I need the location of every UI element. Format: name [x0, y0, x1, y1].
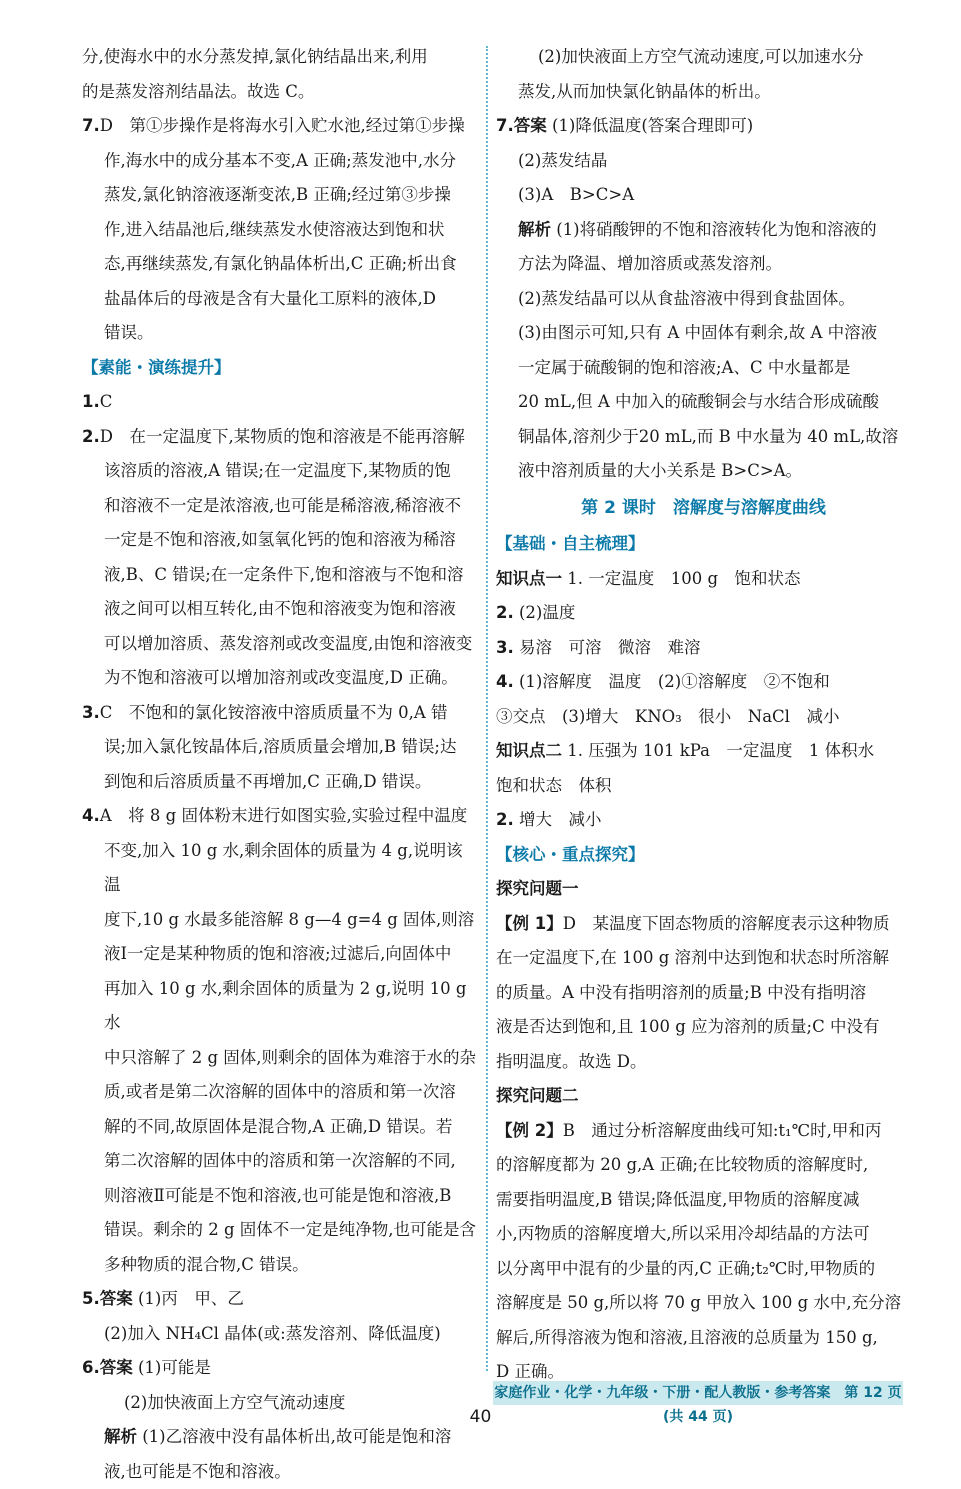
text-line — [496, 75, 911, 110]
line-text: 铜晶体,溶剂少于20 mL,而 B 中水量为 40 mL,故溶 — [518, 427, 898, 446]
text-line — [82, 1041, 477, 1076]
line-text: (1)溶解度 温度 (2)①溶解度 ②不饱和 — [514, 672, 830, 691]
text-line — [82, 213, 477, 248]
left-column — [82, 40, 477, 1489]
text-line — [496, 803, 911, 838]
line-text: (2)加入 NH₄Cl 晶体(或:蒸发溶剂、降低温度) — [104, 1324, 441, 1343]
line-text: 错误。 — [104, 323, 154, 342]
line-text: (2)蒸发结晶可以从食盐溶液中得到食盐固体。 — [518, 289, 855, 308]
text-line — [496, 316, 911, 351]
text-line — [496, 631, 911, 666]
text-line — [82, 937, 477, 972]
line-text: 到饱和后溶质质量不再增加,C 正确,D 错误。 — [104, 772, 431, 791]
line-text: 液Ⅰ一定是某种物质的饱和溶液;过滤后,向固体中 — [104, 944, 451, 963]
line-text: (2)蒸发结晶 — [518, 151, 607, 170]
text-line — [82, 765, 477, 800]
text-line — [82, 1110, 477, 1145]
text-line — [496, 665, 911, 700]
text-line — [496, 562, 911, 597]
line-text: D 正确。 — [496, 1362, 564, 1381]
text-line — [82, 558, 477, 593]
line-text: 液是否达到饱和,且 100 g 应为溶剂的质量;C 中没有 — [496, 1017, 879, 1036]
text-line — [82, 523, 477, 558]
text-line — [496, 1045, 911, 1080]
text-line — [82, 799, 477, 834]
text-line — [496, 420, 911, 455]
item-number: 6. — [82, 1358, 100, 1377]
text-line — [82, 1213, 477, 1248]
line-text: 饱和状态 体积 — [496, 776, 612, 795]
line-text: 错误。剩余的 2 g 固体不一定是纯净物,也可能是含 — [104, 1220, 476, 1239]
line-text: (1)将硝酸钾的不饱和溶液转化为饱和溶液的 — [551, 220, 877, 239]
line-text: 盐晶体后的母液是含有大量化工原料的液体,D — [104, 289, 436, 308]
text-line — [82, 696, 477, 731]
line-text: 指明温度。故选 D。 — [496, 1052, 646, 1071]
line-text: (1)可能是 — [133, 1358, 211, 1377]
line-text: 第二次溶解的固体中的溶质和第一次溶解的不同, — [104, 1151, 456, 1170]
line-text: 的是蒸发溶剂结晶法。故选 C。 — [82, 82, 314, 101]
text-line — [496, 872, 911, 907]
text-line — [496, 213, 911, 248]
text-line — [496, 454, 911, 489]
text-line — [496, 1217, 911, 1252]
line-text: (2)温度 — [514, 603, 576, 622]
line-text: D 在一定温度下,某物质的饱和溶液是不能再溶解 — [100, 427, 465, 446]
line-text: ③交点 (3)增大 KNO₃ 很小 NaCl 减小 — [496, 707, 839, 726]
line-text: (1)丙 甲、乙 — [133, 1289, 244, 1308]
line-text: 分,使海水中的水分蒸发掉,氯化钠结晶出来,利用 — [82, 47, 428, 66]
text-line — [496, 282, 911, 317]
line-text: 解的不同,故原固体是混合物,A 正确,D 错误。若 — [104, 1117, 452, 1136]
item-number: 4. — [496, 672, 514, 691]
text-line — [496, 1010, 911, 1045]
text-line — [82, 385, 477, 420]
text-line — [82, 661, 477, 696]
item-number: 7. — [82, 116, 100, 135]
line-text: 易溶 可溶 微溶 难溶 — [514, 638, 701, 657]
line-text: 则溶液Ⅱ可能是不饱和溶液,也可能是饱和溶液,B — [104, 1186, 451, 1205]
line-text: 的溶解度都为 20 g,A 正确;在比较物质的溶解度时, — [496, 1155, 868, 1174]
text-line — [82, 903, 477, 938]
keyword-label: 知识点二 — [496, 741, 562, 760]
page-number: 40 — [0, 1407, 961, 1427]
line-text: 解后,所得溶液为饱和溶液,且溶液的总质量为 150 g, — [496, 1328, 878, 1347]
text-line — [82, 109, 477, 144]
line-text: C 不饱和的氯化铵溶液中溶质质量不为 0,A 错 — [100, 703, 448, 722]
item-number: 7. — [496, 116, 514, 135]
text-line — [82, 1075, 477, 1110]
text-line — [82, 420, 477, 455]
item-number: 4. — [82, 806, 100, 825]
line-text: 在一定温度下,在 100 g 溶剂中达到饱和状态时所溶解 — [496, 948, 889, 967]
line-text: D 某温度下固态物质的溶解度表示这种物质 — [563, 914, 890, 933]
keyword-label: 解析 — [518, 220, 551, 239]
line-text: 1. 一定温度 100 g 饱和状态 — [562, 569, 801, 588]
line-text: 蒸发,氯化钠溶液逐渐变浓,B 正确;经过第③步操 — [104, 185, 451, 204]
keyword-label: 探究问题一 — [496, 879, 579, 898]
line-text: 的质量。A 中没有指明溶剂的质量;B 中没有指明溶 — [496, 983, 866, 1002]
section-heading — [496, 491, 911, 526]
text-line — [82, 972, 477, 1041]
line-text: 中只溶解了 2 g 固体,则剩余的固体为难溶于水的杂 — [104, 1048, 476, 1067]
line-text: 液中溶剂质量的大小关系是 B>C>A。 — [518, 461, 802, 480]
text-line — [82, 1282, 477, 1317]
line-text: C — [100, 392, 113, 411]
right-column — [496, 40, 911, 1390]
keyword-label: 知识点一 — [496, 569, 562, 588]
keyword-label: 答案 — [100, 1289, 133, 1308]
line-text: 20 mL,但 A 中加入的硫酸铜会与水结合形成硫酸 — [518, 392, 879, 411]
line-text: 1. 压强为 101 kPa 一定温度 1 体积水 — [562, 741, 874, 760]
section-heading — [496, 527, 911, 562]
line-text: 作,进入结晶池后,继续蒸发水使溶液达到饱和状 — [104, 220, 445, 239]
line-text: D 第①步操作是将海水引入贮水池,经过第①步操 — [100, 116, 465, 135]
text-line — [496, 1252, 911, 1287]
text-line — [82, 489, 477, 524]
section-heading — [496, 838, 911, 873]
text-line — [496, 700, 911, 735]
line-text: 一定属于硫酸铜的饱和溶液;A、C 中水量都是 — [518, 358, 850, 377]
text-line — [496, 1321, 911, 1356]
line-text: (3)由图示可知,只有 A 中固体有剩余,故 A 中溶液 — [518, 323, 877, 342]
text-line — [496, 178, 911, 213]
text-line — [82, 1455, 477, 1489]
text-line — [82, 1351, 477, 1386]
item-number: 3. — [496, 638, 514, 657]
text-line — [82, 144, 477, 179]
line-text: 和溶液不一定是浓溶液,也可能是稀溶液,稀溶液不 — [104, 496, 461, 515]
line-text: 增大 减小 — [514, 810, 602, 829]
text-line — [82, 454, 477, 489]
text-line — [82, 1248, 477, 1283]
text-line — [496, 1183, 911, 1218]
keyword-label: 答案 — [100, 1358, 133, 1377]
line-text: (2)加快液面上方空气流动速度 — [124, 1393, 345, 1412]
line-text: 以分离甲中混有的少量的丙,C 正确;t₂℃时,甲物质的 — [496, 1259, 875, 1278]
keyword-label: 【例 1】 — [496, 914, 563, 933]
text-line — [496, 596, 911, 631]
line-text: 态,再继续蒸发,有氯化钠晶体析出,C 正确;析出食 — [104, 254, 457, 273]
text-line — [82, 247, 477, 282]
text-line — [496, 1286, 911, 1321]
text-line — [82, 1179, 477, 1214]
text-line — [82, 1144, 477, 1179]
text-line — [82, 75, 477, 110]
keyword-label: 解析 — [104, 1427, 137, 1446]
text-line — [496, 40, 911, 75]
text-line — [496, 734, 911, 769]
line-text: (2)加快液面上方空气流动速度,可以加速水分 — [538, 47, 864, 66]
keyword-label: 探究问题二 — [496, 1086, 579, 1105]
line-text: 该溶质的溶液,A 错误;在一定温度下,某物质的饱 — [104, 461, 451, 480]
text-line — [496, 976, 911, 1011]
item-number: 2. — [496, 603, 514, 622]
line-text: 为不饱和溶液可以增加溶剂或改变温度,D 正确。 — [104, 668, 458, 687]
text-line — [82, 178, 477, 213]
column-divider — [486, 46, 488, 1371]
line-text: (3)A B>C>A — [518, 185, 634, 204]
line-text: 方法为降温、增加溶质或蒸发溶剂。 — [518, 254, 782, 273]
text-line — [496, 351, 911, 386]
text-line — [82, 834, 477, 903]
keyword-label: 答案 — [514, 116, 547, 135]
text-line — [82, 730, 477, 765]
line-text: 溶解度是 50 g,所以将 70 g 甲放入 100 g 水中,充分溶 — [496, 1293, 901, 1312]
item-number: 2. — [82, 427, 100, 446]
text-line — [496, 1114, 911, 1149]
line-text: 多种物质的混合物,C 错误。 — [104, 1255, 309, 1274]
text-line — [496, 941, 911, 976]
section-heading — [82, 351, 477, 386]
line-text: 一定是不饱和溶液,如氢氧化钙的饱和溶液为稀溶 — [104, 530, 456, 549]
text-line — [82, 592, 477, 627]
footer-bar: 家庭作业・化学・九年级・下册・配人教版・参考答案 第 12 页(共 44 页) — [493, 1381, 903, 1405]
line-text: B 通过分析溶解度曲线可知:t₁℃时,甲和丙 — [563, 1121, 882, 1140]
line-text: 液之间可以相互转化,由不饱和溶液变为饱和溶液 — [104, 599, 456, 618]
item-number: 1. — [82, 392, 100, 411]
item-number: 3. — [82, 703, 100, 722]
line-text: 蒸发,从而加快氯化钠晶体的析出。 — [518, 82, 771, 101]
text-line — [496, 385, 911, 420]
text-line — [496, 109, 911, 144]
line-text: 再加入 10 g 水,剩余固体的质量为 2 g,说明 10 g 水 — [104, 979, 466, 1033]
line-text: 作,海水中的成分基本不变,A 正确;蒸发池中,水分 — [104, 151, 456, 170]
item-number: 5. — [82, 1289, 100, 1308]
keyword-label: 【例 2】 — [496, 1121, 563, 1140]
line-text: (1)乙溶液中没有晶体析出,故可能是饱和溶 — [137, 1427, 451, 1446]
line-text: 液,B、C 错误;在一定条件下,饱和溶液与不饱和溶 — [104, 565, 464, 584]
text-line — [82, 316, 477, 351]
text-line — [496, 1079, 911, 1114]
line-text: 需要指明温度,B 错误;降低温度,甲物质的溶解度减 — [496, 1190, 859, 1209]
text-line — [496, 247, 911, 282]
line-text: A 将 8 g 固体粉末进行如图实验,实验过程中温度 — [100, 806, 467, 825]
line-text: (1)降低温度(答案合理即可) — [547, 116, 754, 135]
text-line — [82, 282, 477, 317]
text-line — [82, 40, 477, 75]
text-line — [496, 907, 911, 942]
line-text: 不变,加入 10 g 水,剩余固体的质量为 4 g,说明该温 — [104, 841, 463, 895]
line-text: 度下,10 g 水最多能溶解 8 g—4 g=4 g 固体,则溶 — [104, 910, 474, 929]
line-text: 第 2 课时 溶解度与溶解度曲线 — [581, 498, 826, 518]
text-line — [496, 1148, 911, 1183]
line-text: 可以增加溶质、蒸发溶剂或改变温度,由饱和溶液变 — [104, 634, 472, 653]
text-line — [82, 627, 477, 662]
text-line — [496, 769, 911, 804]
text-line — [82, 1317, 477, 1352]
item-number: 2. — [496, 810, 514, 829]
line-text: 小,丙物质的溶解度增大,所以采用冷却结晶的方法可 — [496, 1224, 870, 1243]
text-line — [496, 144, 911, 179]
line-text: 液,也可能是不饱和溶液。 — [104, 1462, 291, 1481]
line-text: 质,或者是第二次溶解的固体中的溶质和第一次溶 — [104, 1082, 456, 1101]
line-text: 【基础・自主梳理】 — [496, 534, 645, 553]
line-text: 误;加入氯化铵晶体后,溶质质量会增加,B 错误;达 — [104, 737, 456, 756]
line-text: 【核心・重点探究】 — [496, 845, 645, 864]
line-text: 【素能・演练提升】 — [82, 358, 231, 377]
